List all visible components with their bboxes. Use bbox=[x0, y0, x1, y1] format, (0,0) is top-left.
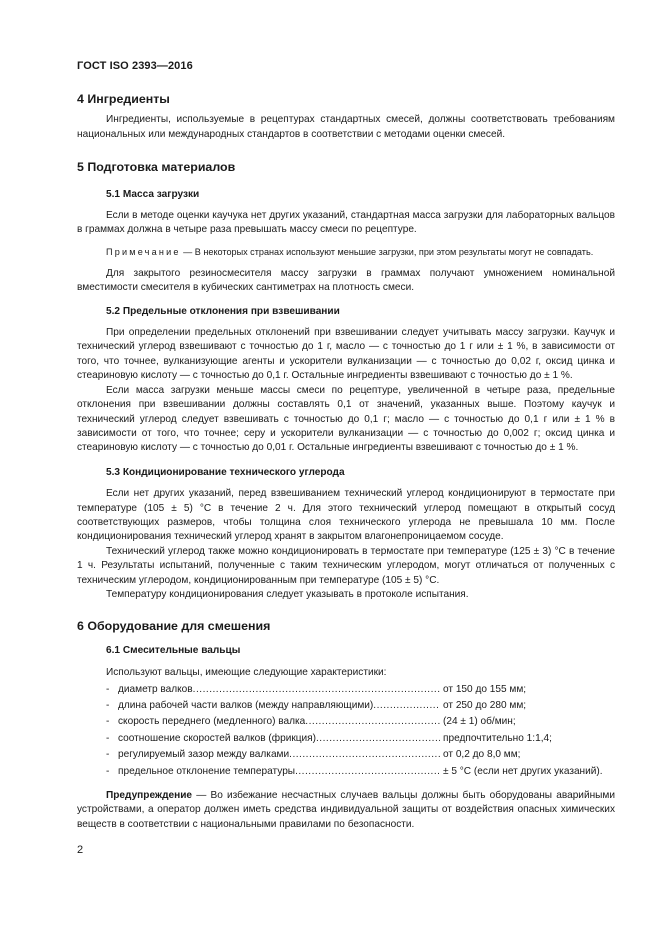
section-5-2-title: 5.2 Предельные отклонения при взвешивании bbox=[106, 305, 340, 317]
section-5-2-paragraph-2: Если масса загрузки меньше массы смеси по рецептуре, увеличенной в четыре раза, предельные отклонения при взвешивании должны составлять 0,1 от значений, указанных выше. Поэтому каучук и технический углерод следует взвешивать с точностью до 0,1 г; масло — с точностью до 0,1 г или ± 1 % в зависимости от того, что точнее; серу и ускорители вулканизации — с точностью до 0,002 г; оксид цинка и стеариновую кислоту — с точностью до 0,01 г. Остальные ингредиенты взвешивают с точностью до ± 1 %. bbox=[77, 384, 615, 454]
list-item: - скорость переднего (медленного) валка ..... (24 ± 1) об/мин; bbox=[106, 714, 615, 730]
note-text: — В некоторых странах используют меньшие загрузки, при этом результаты могут не совпадать. bbox=[180, 246, 594, 257]
section-5-1-paragraph-2: Для закрытого резиносмесителя массу загрузки в граммах получают умножением номинальной вместимости смесителя в кубических сантиметрах на плотность смеси. bbox=[77, 267, 615, 294]
section-5-3-paragraph-2: Технический углерод также можно кондиционировать в термостате при температуре (125 ± 3) °С в течение 1 ч. Результаты испытаний, полученные с таким техническим углеродом, могут отличаться от полученных с техническим углеродом, кондиционированным при температуре (105 ± 5) °С. bbox=[77, 545, 615, 586]
section-5-3-paragraph-3: Температуру кондиционирования следует указывать в протоколе испытания. bbox=[106, 588, 469, 600]
section-5-2-paragraph-1: При определении предельных отклонений при взвешивании следует учитывать массу загрузки. Каучук и технический углерод взвешивают с точностью до 1 г, масло — с точностью до 1 г или ± 1 %, в зависимости от того, что точнее, вулканизующие агенты и ускорители вулканизации — с точностью до 0,02 г, оксид цинка и стеариновую кислоту — с точностью до 0,1 г. Остальные ингредиенты взвешивают с точностью до ± 1 %. bbox=[77, 327, 615, 382]
section-5-1-title: 5.1 Масса загрузки bbox=[106, 188, 200, 200]
section-4-paragraph: Ингредиенты, используемые в рецептурах стандартных смесей, должны соответствовать требованиям национальных или международных стандартов в соответствии с методами оценки смесей. bbox=[77, 114, 615, 140]
list-item: - длина рабочей части валков (между направляющими) ..... от 250 до 280 мм; bbox=[106, 698, 615, 714]
section-5-title: 5 Подготовка материалов bbox=[77, 160, 236, 175]
section-5-3-title: 5.3 Кондиционирование технического углерода bbox=[106, 466, 345, 478]
warning-label: Предупреждение bbox=[106, 789, 193, 801]
document-header: ГОСТ ISO 2393—2016 bbox=[77, 60, 193, 72]
note-label: Примечание bbox=[106, 246, 181, 257]
section-5-3-paragraph-1: Если нет других указаний, перед взвешиванием технический углерод кондиционируют в термостате при температуре (105 ± 5) °С в течение 2 ч. Для этого технический углерод помещают в открытый сосуд соответствующих размеров, чтобы толщина слоя технического углерода не превышала 10 мм. После кондиционирования технический углерод хранят в закрытом влагонепроницаемом сосуде. bbox=[77, 488, 615, 543]
section-6-1-title: 6.1 Смесительные вальцы bbox=[106, 644, 241, 656]
section-4-title: 4 Ингредиенты bbox=[77, 92, 170, 106]
section-5-1-paragraph-1: Если в методе оценки каучука нет других указаний, стандартная масса загрузки для лабораторных вальцов в граммах должна в четыре раза превышать массу смеси по рецептуре. bbox=[77, 210, 615, 236]
page-number: 2 bbox=[77, 844, 84, 856]
section-6-title: 6 Оборудование для смешения bbox=[77, 619, 271, 634]
list-item: - предельное отклонение температуры ..... ± 5 °С (если нет других указаний). bbox=[106, 764, 615, 780]
page-content bbox=[77, 88, 615, 832]
list-item: - диаметр валков ..... от 150 до 155 мм; bbox=[106, 682, 615, 698]
section-5-1-note bbox=[77, 246, 615, 259]
mill-characteristics-list bbox=[106, 682, 615, 780]
section-6-1-intro: Используют вальцы, имеющие следующие характеристики: bbox=[106, 667, 387, 679]
list-item: - регулируемый зазор между валками ..... от 0,2 до 8,0 мм; bbox=[106, 747, 615, 763]
warning-text: — Во избежание несчастных случаев вальцы должны быть оборудованы аварийными устройствами, а оператор должен иметь средства индивидуальной защиты от воздействия опасных химических веществ в соответствии с национальными правилами по безопасности. bbox=[77, 789, 615, 830]
safety-warning bbox=[77, 789, 615, 832]
list-item: - соотношение скоростей валков (фрикция) ..... предпочтительно 1:1,4; bbox=[106, 731, 615, 747]
